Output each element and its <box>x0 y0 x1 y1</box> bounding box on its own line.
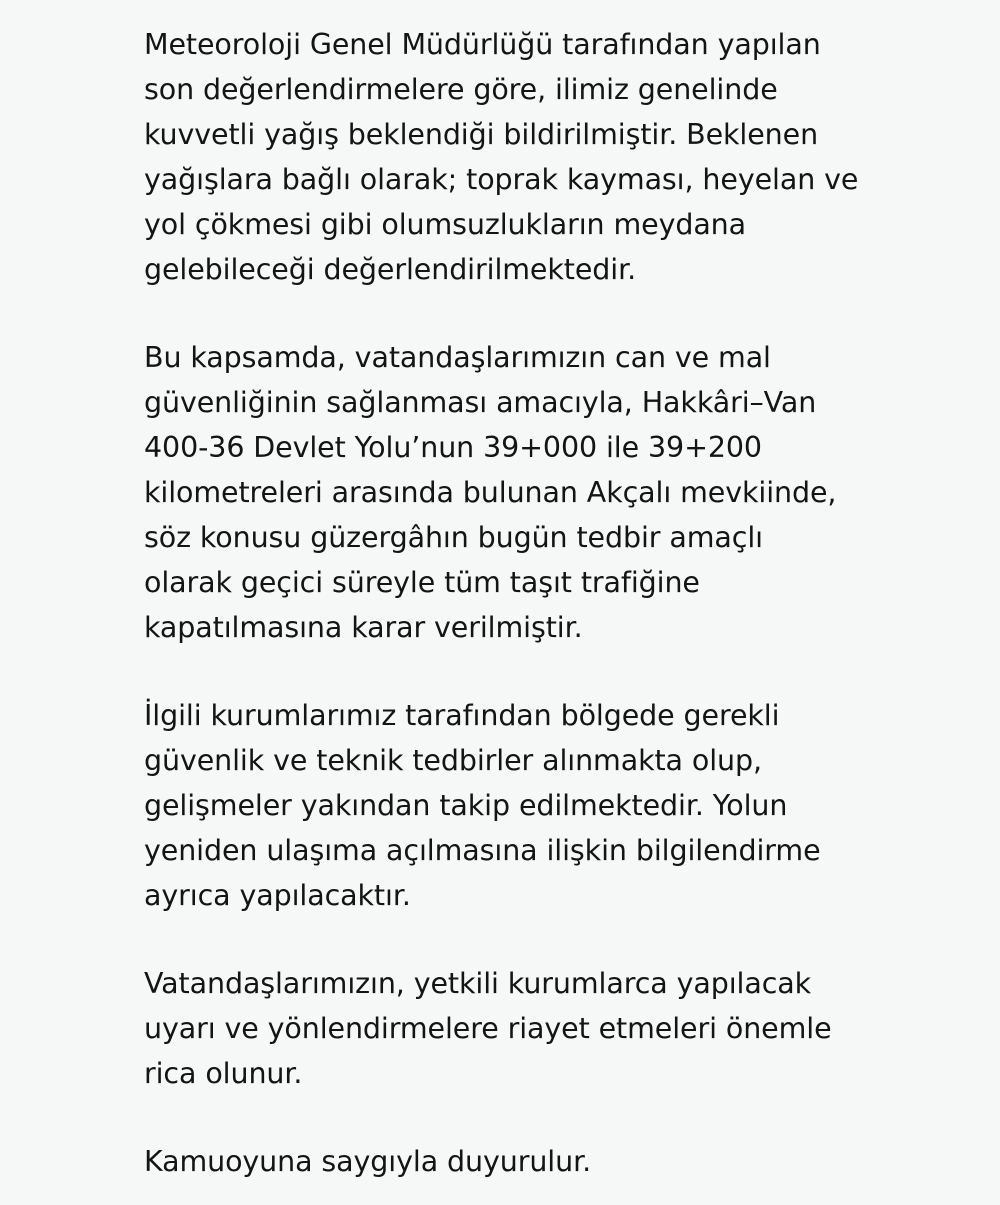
text-line: İlgili kurumlarımız tarafından bölgede gerekli <box>144 699 780 732</box>
text-line: kilometreleri arasında bulunan Akçalı mevkiinde, <box>144 476 837 509</box>
text-line: yol çökmesi gibi olumsuzlukların meydana <box>144 208 747 241</box>
text-line: Meteoroloji Genel Müdürlüğü tarafından yapılan <box>144 28 821 61</box>
paragraph-road-closure <box>144 335 940 650</box>
paragraph-closing <box>144 1139 940 1184</box>
text-line: Kamuoyuna saygıyla duyurulur. <box>144 1145 592 1178</box>
text-line: yeniden ulaşıma açılmasına ilişkin bilgilendirme <box>144 834 821 867</box>
text-line: rica olunur. <box>144 1057 303 1090</box>
text-line: kapatılmasına karar verilmiştir. <box>144 611 583 644</box>
text-line: söz konusu güzergâhın bugün tedbir amaçlı <box>144 521 763 554</box>
text-line: güvenliğinin sağlanması amacıyla, Hakkâri–Van <box>144 386 817 419</box>
text-line: olarak geçici süreyle tüm taşıt trafiğine <box>144 566 700 599</box>
text-line: yağışlara bağlı olarak; toprak kayması, heyelan ve <box>144 163 859 196</box>
text-line: ayrıca yapılacaktır. <box>144 879 411 912</box>
text-line: gelebileceği değerlendirilmektedir. <box>144 253 637 286</box>
text-line: 400-36 Devlet Yolu’nun 39+000 ile 39+200 <box>144 431 762 464</box>
text-line: Vatandaşlarımızın, yetkili kurumlarca yapılacak <box>144 967 812 1000</box>
paragraph-weather-warning <box>144 22 940 292</box>
paragraph-measures <box>144 693 940 918</box>
paragraph-request <box>144 961 940 1096</box>
text-line: Bu kapsamda, vatandaşlarımızın can ve mal <box>144 341 771 374</box>
text-line: güvenlik ve teknik tedbirler alınmakta olup, <box>144 744 762 777</box>
text-line: son değerlendirmelere göre, ilimiz genelinde <box>144 73 778 106</box>
text-line: kuvvetli yağış beklendiği bildirilmiştir. Beklenen <box>144 118 819 151</box>
text-line: gelişmeler yakından takip edilmektedir. Yolun <box>144 789 788 822</box>
text-line: uyarı ve yönlendirmelere riayet etmeleri önemle <box>144 1012 832 1045</box>
